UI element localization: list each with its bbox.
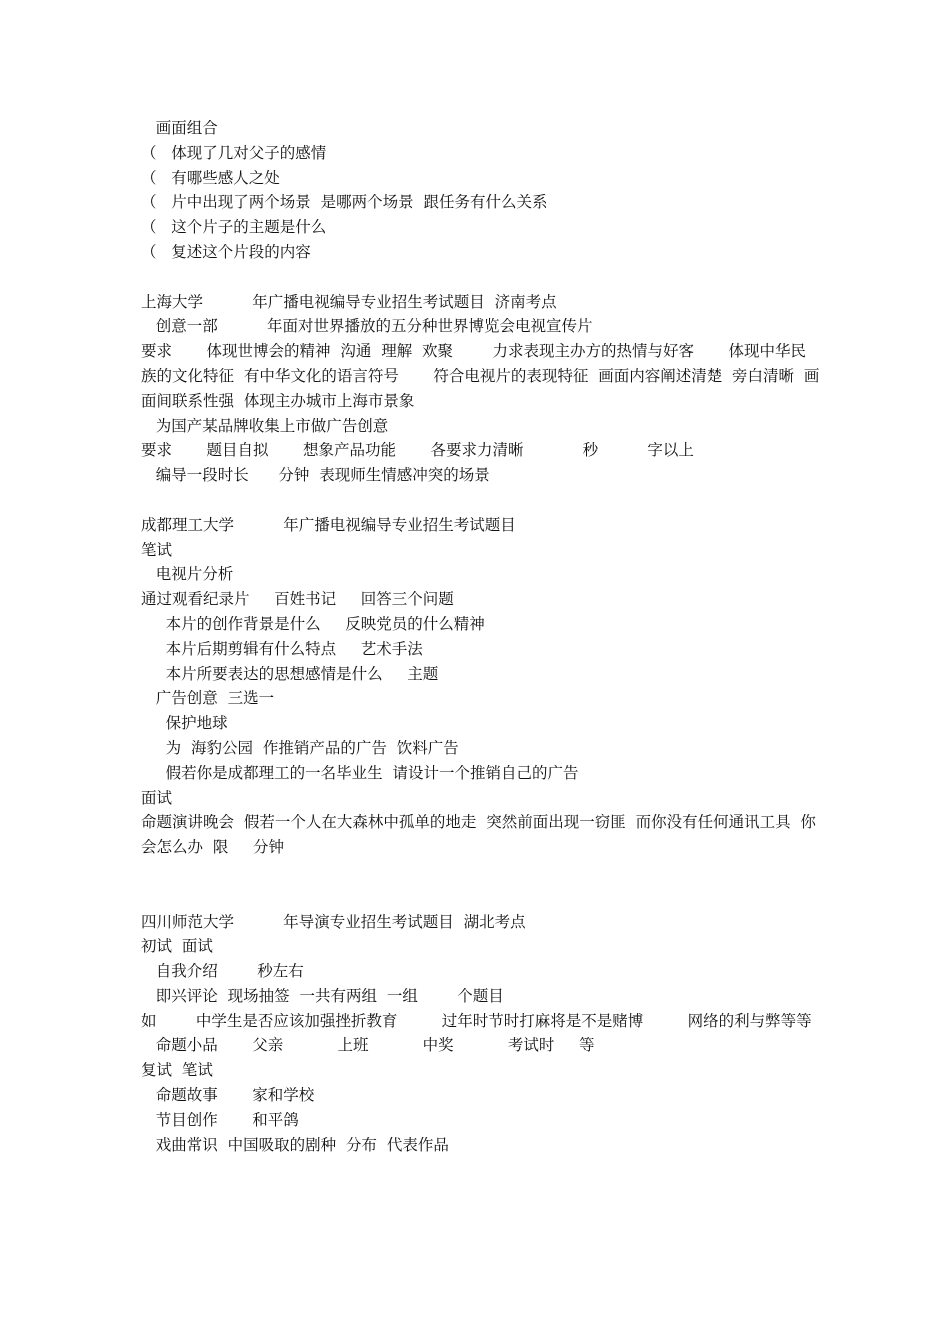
text-line: 电视片分析 (141, 565, 234, 584)
spacer (141, 265, 821, 290)
text-line: 编导一段时长 分钟 表现师生情感冲突的场景 (141, 466, 490, 485)
question-line: （ 复述这个片段的内容 (141, 242, 311, 261)
text-line: 初试 面试 (141, 937, 213, 956)
text-line: 要求 题目自拟 想象产品功能 各要求力清晰 秒 字以上 (141, 441, 694, 460)
text-line: 面试 (141, 788, 173, 807)
section-title: 成都理工大学 年广播电视编导专业招生考试题目 (141, 515, 516, 534)
text-line: 本片的创作背景是什么 反映党员的什么精神 (141, 614, 485, 633)
text-line: 通过观看纪录片 百姓书记 回答三个问题 (141, 590, 454, 609)
section-chengdu-university (141, 513, 821, 860)
text-line: 命题小品 父亲 上班 中奖 考试时 等 (141, 1036, 595, 1055)
question-line: （ 有哪些感人之处 (141, 168, 280, 187)
question-line: （ 体现了几对父子的感情 (141, 143, 327, 162)
text-line: 笔试 (141, 540, 173, 559)
text-line: 节目创作 和平鸽 (141, 1110, 299, 1129)
text-paragraph: 要求 体现世博会的精神 沟通 理解 欢聚 力求表现主办方的热情与好客 体现中华民族的文化特征 有中华文化的语言符号 符合电视片的表现特征 画面内容阐述清楚 旁白清晰 画面间联系性强 体现主办城市上海市景象 (141, 342, 820, 410)
text-line: 假若你是成都理工的一名毕业生 请设计一个推销自己的广告 (141, 763, 579, 782)
text-line: 自我介绍 秒左右 (141, 962, 304, 981)
text-paragraph: 如 中学生是否应该加强挫折教育 过年时节时打麻将是不是赌博 网络的利与弊等等 (141, 1011, 812, 1030)
text-line: 为国产某品牌收集上市做广告创意 (141, 416, 389, 435)
section-video-analysis (141, 116, 821, 265)
text-line: 本片后期剪辑有什么特点 艺术手法 (141, 639, 423, 658)
text-line: 即兴评论 现场抽签 一共有两组 一组 个题目 (141, 986, 504, 1005)
section-heading: 画面组合 (141, 119, 218, 137)
section-title: 上海大学 年广播电视编导专业招生考试题目 济南考点 (141, 292, 557, 311)
section-shanghai-university (141, 290, 821, 488)
text-line: 复试 笔试 (141, 1061, 213, 1080)
spacer (141, 860, 821, 910)
text-paragraph: 命题演讲晚会 假若一个人在大森林中孤单的地走 突然前面出现一窃匪 而你没有任何通讯工具 你会怎么办 限 分钟 (141, 813, 816, 857)
spacer (141, 488, 821, 513)
section-title: 四川师范大学 年导演专业招生考试题目 湖北考点 (141, 912, 526, 931)
text-line: 创意一部 年面对世界播放的五分种世界博览会电视宣传片 (141, 317, 593, 336)
text-line: 广告创意 三选一 (141, 689, 275, 708)
text-line: 戏曲常识 中国吸取的剧种 分布 代表作品 (141, 1135, 449, 1154)
text-line: 命题故事 家和学校 (141, 1086, 315, 1105)
text-line: 为 海豹公园 作推销产品的广告 饮料广告 (141, 738, 459, 757)
question-line: （ 片中出现了两个场景 是哪两个场景 跟任务有什么关系 (141, 193, 548, 212)
document-body (141, 116, 821, 1157)
question-line: （ 这个片子的主题是什么 (141, 218, 327, 237)
section-sichuan-normal-university (141, 910, 821, 1158)
text-line: 保护地球 (141, 714, 228, 733)
text-line: 本片所要表达的思想感情是什么 主题 (141, 664, 439, 683)
